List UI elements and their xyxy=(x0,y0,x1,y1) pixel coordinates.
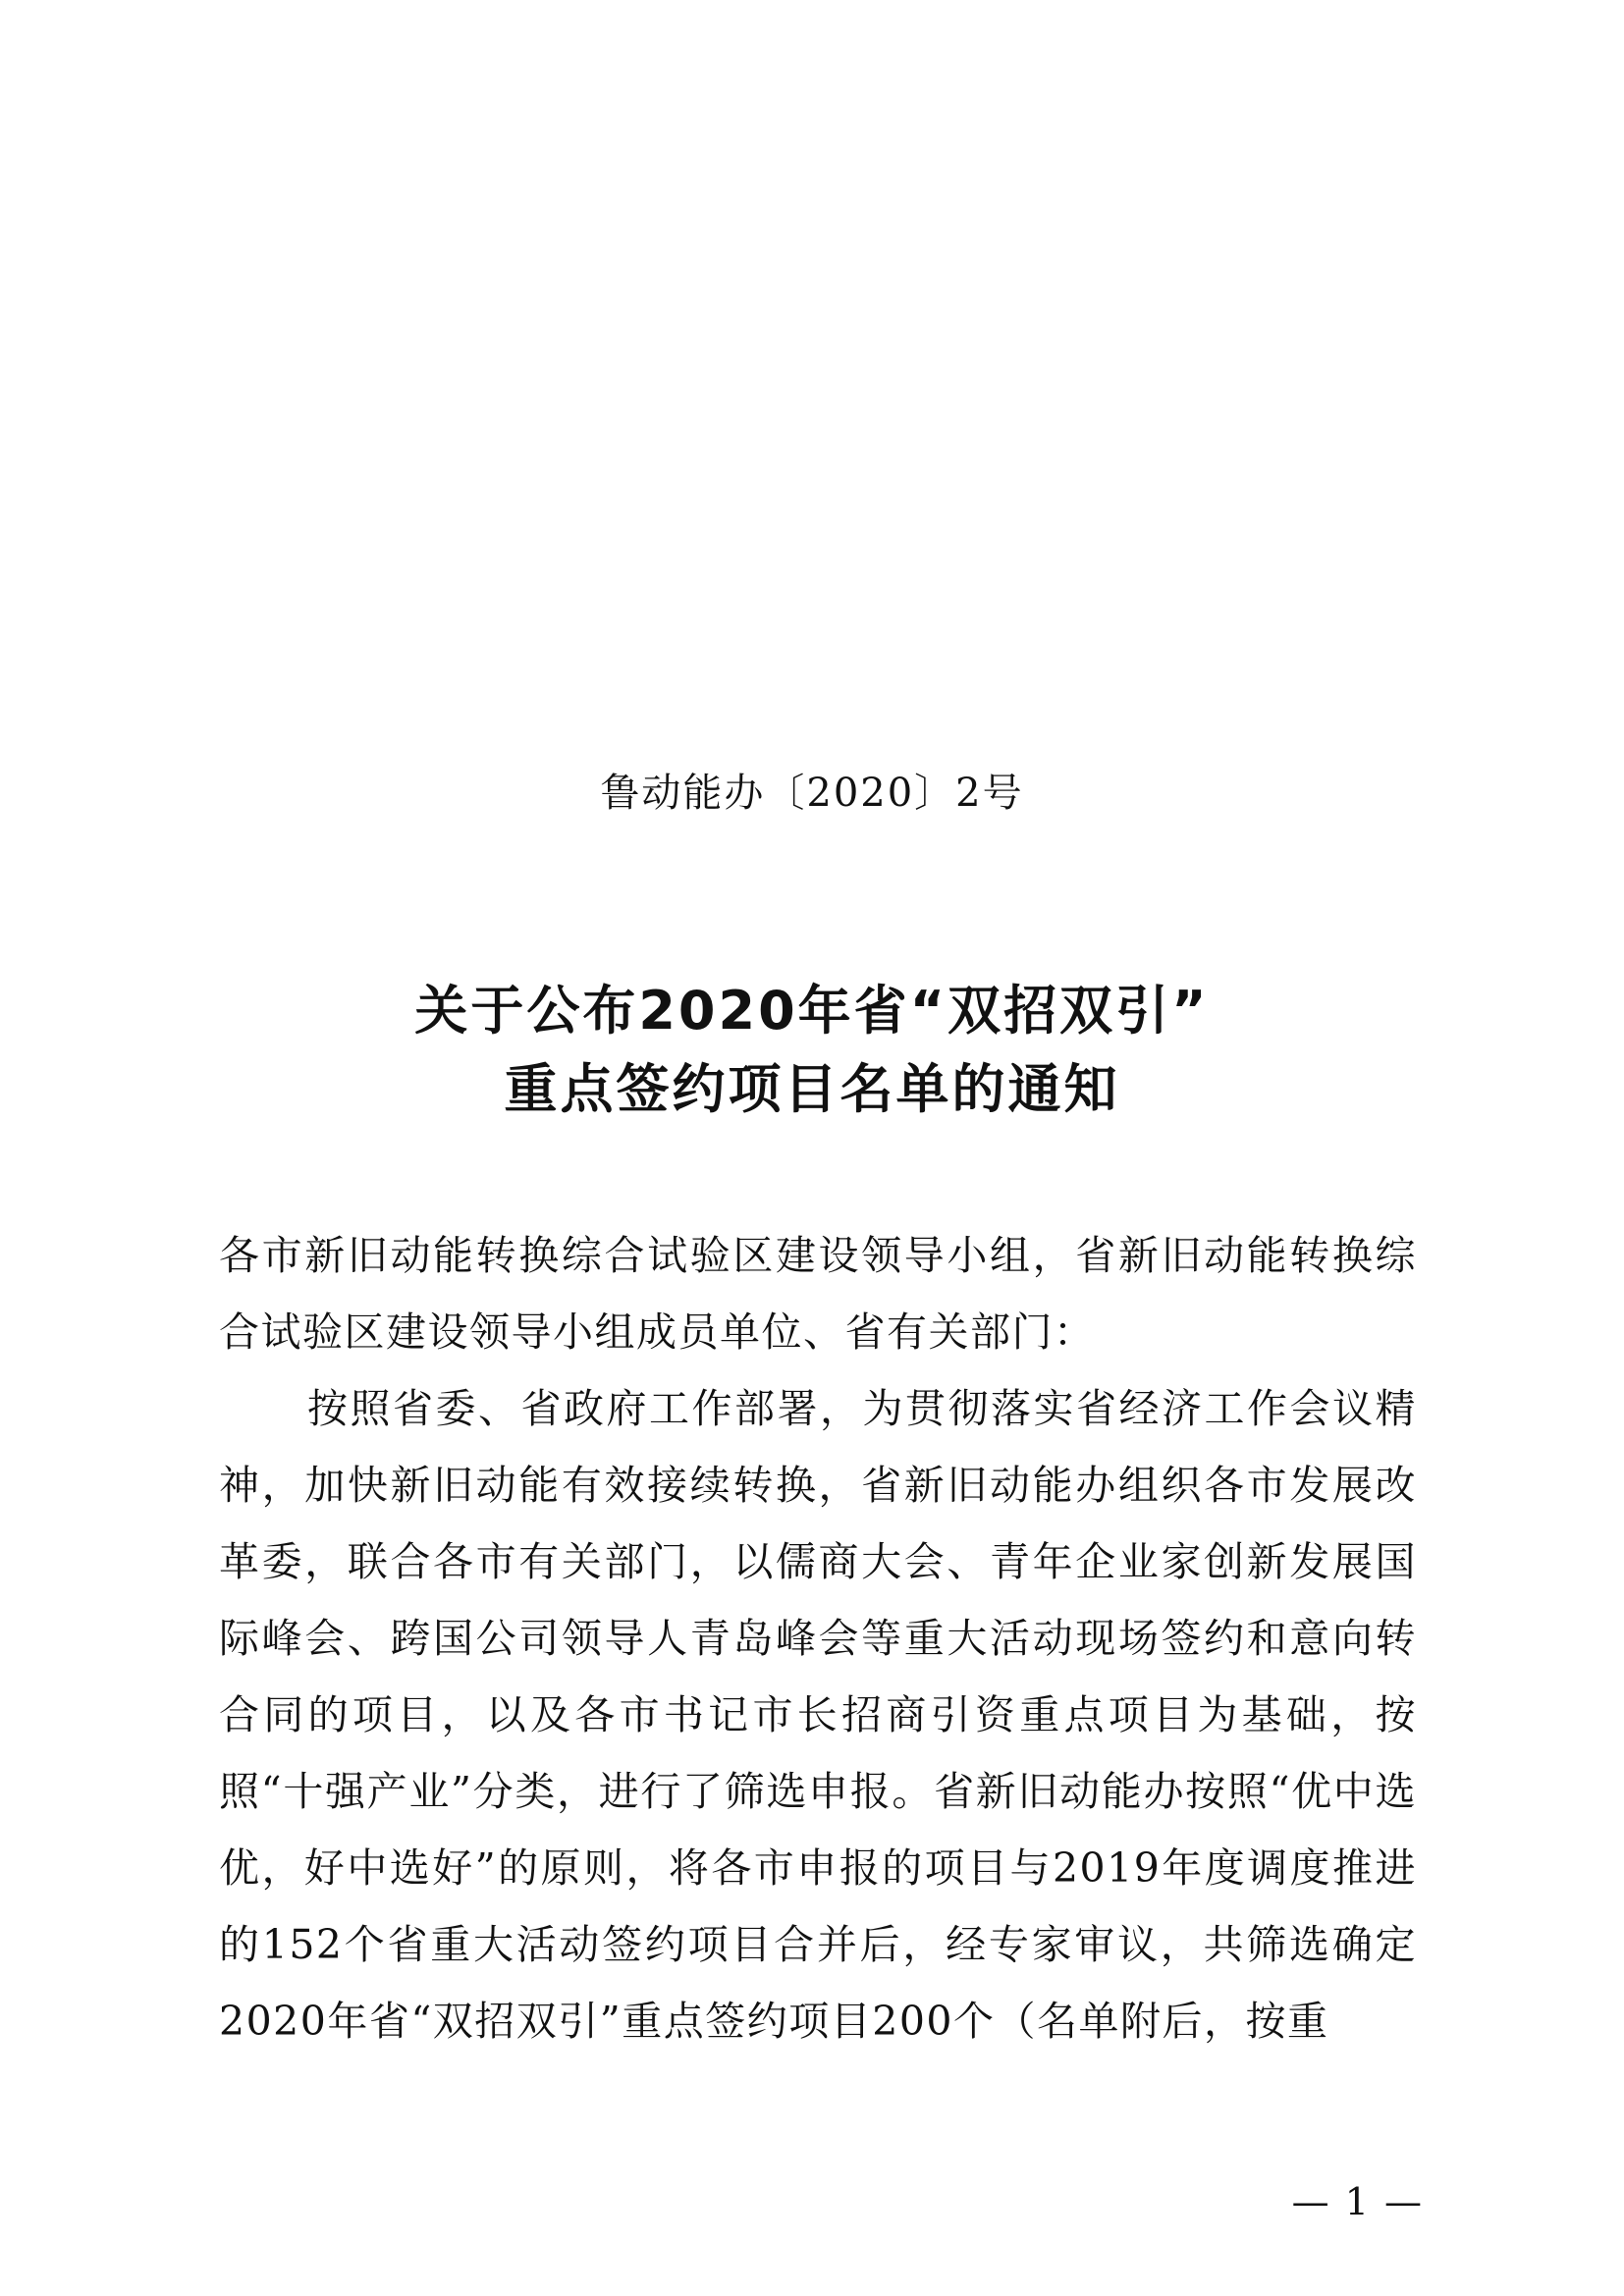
page-number: — 1 — xyxy=(1291,2180,1424,2223)
document-body xyxy=(219,1217,1417,2059)
title-line-2: 重点签约项目名单的通知 xyxy=(504,1058,1120,1120)
salutation: 各市新旧动能转换综合试验区建设领导小组，省新旧动能转换综合试验区建设领导小组成员单位、省有关部门： xyxy=(219,1232,1417,1356)
document-number: 鲁动能办〔2020〕2号 xyxy=(600,771,1024,816)
body-paragraph: 按照省委、省政府工作部署，为贯彻落实省经济工作会议精神，加快新旧动能有效接续转换，省新旧动能办组织各市发展改革委，联合各市有关部门，以儒商大会、青年企业家创新发展国际峰会、跨国公司领导人青岛峰会等重大活动现场签约和意向转合同的项目，以及各市书记市长招商引资重点项目为基础，按照“十强产业”分类，进行了筛选申报。省新旧动能办按照“优中选优，好中选好”的原则，将各市申报的项目与2019年度调度推进的152个省重大活动签约项目合并后，经专家审议，共筛选确定2020年省“双招双引”重点签约项目200个（名单附后，按重 xyxy=(219,1385,1417,2045)
document-title xyxy=(0,972,1624,1129)
title-line-1: 关于公布2020年省“双招双引” xyxy=(414,980,1210,1041)
